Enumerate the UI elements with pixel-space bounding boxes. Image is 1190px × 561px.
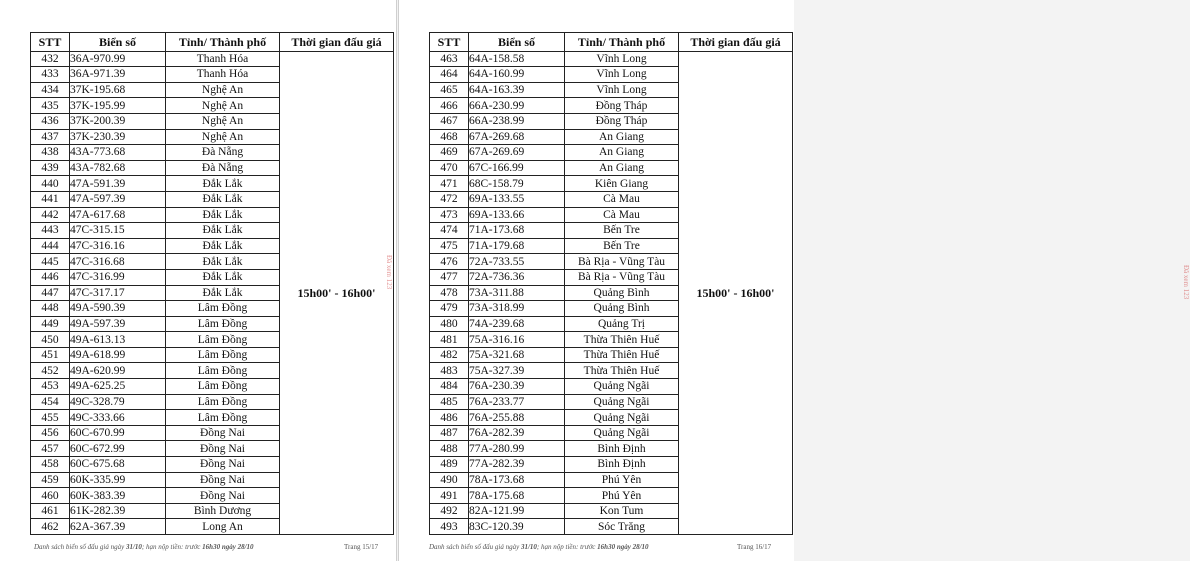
row-plate: 83C-120.39	[469, 519, 565, 535]
plate-auction-table	[30, 32, 394, 535]
row-stt: 476	[430, 254, 469, 270]
row-stt: 451	[31, 347, 70, 363]
row-plate: 73A-311.88	[469, 285, 565, 301]
row-province: Cà Mau	[565, 191, 679, 207]
handwritten-stamp: Đã xem 123	[385, 255, 393, 290]
row-stt: 453	[31, 379, 70, 395]
row-plate: 49C-333.66	[70, 410, 166, 426]
row-stt: 482	[430, 347, 469, 363]
row-plate: 60K-383.39	[70, 488, 166, 504]
row-plate: 47C-316.99	[70, 269, 166, 285]
row-province: Bình Dương	[166, 503, 280, 519]
row-stt: 468	[430, 129, 469, 145]
row-province: Nghệ An	[166, 129, 280, 145]
row-province: Đắk Lắk	[166, 191, 280, 207]
row-province: Long An	[166, 519, 280, 535]
row-stt: 436	[31, 113, 70, 129]
document-page-15	[0, 0, 397, 561]
row-province: Đồng Nai	[166, 441, 280, 457]
row-province: Vĩnh Long	[565, 51, 679, 67]
row-plate: 78A-173.68	[469, 472, 565, 488]
row-stt: 481	[430, 332, 469, 348]
row-plate: 47A-597.39	[70, 191, 166, 207]
page-number: Trang 15/17	[344, 543, 379, 551]
row-province: Nghệ An	[166, 113, 280, 129]
row-stt: 493	[430, 519, 469, 535]
header-auction-time: Thời gian đấu giá	[280, 33, 394, 52]
row-plate: 49A-618.99	[70, 347, 166, 363]
row-stt: 483	[430, 363, 469, 379]
row-province: Vĩnh Long	[565, 82, 679, 98]
row-plate: 43A-782.68	[70, 160, 166, 176]
row-province: Đồng Nai	[166, 457, 280, 473]
row-province: Đồng Nai	[166, 472, 280, 488]
row-plate: 47C-315.15	[70, 223, 166, 239]
row-plate: 82A-121.99	[469, 503, 565, 519]
row-province: Phú Yên	[565, 472, 679, 488]
row-stt: 448	[31, 301, 70, 317]
row-plate: 49C-328.79	[70, 394, 166, 410]
row-province: Thanh Hóa	[166, 67, 280, 83]
row-plate: 75A-316.16	[469, 332, 565, 348]
auction-time-cell: 15h00' - 16h00'	[679, 51, 793, 534]
row-stt: 447	[31, 285, 70, 301]
row-stt: 452	[31, 363, 70, 379]
row-province: Quảng Bình	[565, 285, 679, 301]
row-province: Lâm Đồng	[166, 379, 280, 395]
row-stt: 459	[31, 472, 70, 488]
row-stt: 432	[31, 51, 70, 67]
row-plate: 49A-597.39	[70, 316, 166, 332]
row-province: Đồng Tháp	[565, 113, 679, 129]
row-plate: 47A-617.68	[70, 207, 166, 223]
row-province: Đắk Lắk	[166, 254, 280, 270]
row-stt: 455	[31, 410, 70, 426]
row-plate: 67A-269.69	[469, 145, 565, 161]
row-stt: 440	[31, 176, 70, 192]
row-stt: 475	[430, 238, 469, 254]
row-plate: 60K-335.99	[70, 472, 166, 488]
row-plate: 68C-158.79	[469, 176, 565, 192]
row-stt: 491	[430, 488, 469, 504]
row-plate: 62A-367.39	[70, 519, 166, 535]
table-row	[430, 51, 793, 67]
row-stt: 480	[430, 316, 469, 332]
row-province: Đắk Lắk	[166, 269, 280, 285]
row-stt: 490	[430, 472, 469, 488]
page-footer	[34, 543, 254, 551]
header-province: Tỉnh/ Thành phố	[166, 33, 280, 52]
row-stt: 456	[31, 425, 70, 441]
row-plate: 49A-620.99	[70, 363, 166, 379]
row-plate: 75A-327.39	[469, 363, 565, 379]
row-stt: 485	[430, 394, 469, 410]
header-stt: STT	[430, 33, 469, 52]
row-province: Nghệ An	[166, 98, 280, 114]
row-stt: 450	[31, 332, 70, 348]
row-province: Đắk Lắk	[166, 207, 280, 223]
header-province: Tỉnh/ Thành phố	[565, 33, 679, 52]
row-province: Bến Tre	[565, 223, 679, 239]
row-stt: 487	[430, 425, 469, 441]
row-province: Đắk Lắk	[166, 285, 280, 301]
row-stt: 460	[31, 488, 70, 504]
row-stt: 441	[31, 191, 70, 207]
row-province: Thừa Thiên Huế	[565, 363, 679, 379]
row-stt: 472	[430, 191, 469, 207]
footer-deadline: 16h30 ngày 28/10	[202, 543, 254, 551]
row-stt: 457	[31, 441, 70, 457]
row-province: Lâm Đồng	[166, 410, 280, 426]
row-stt: 438	[31, 145, 70, 161]
footer-auction-date: 31/10	[520, 543, 537, 551]
row-stt: 446	[31, 269, 70, 285]
row-plate: 76A-233.77	[469, 394, 565, 410]
row-province: Quảng Ngãi	[565, 394, 679, 410]
row-plate: 71A-179.68	[469, 238, 565, 254]
row-plate: 64A-163.39	[469, 82, 565, 98]
row-stt: 473	[430, 207, 469, 223]
row-stt: 484	[430, 379, 469, 395]
row-province: Đồng Nai	[166, 488, 280, 504]
row-stt: 486	[430, 410, 469, 426]
row-plate: 72A-736.36	[469, 269, 565, 285]
row-stt: 443	[31, 223, 70, 239]
row-province: Bà Rịa - Vũng Tàu	[565, 269, 679, 285]
footer-deadline: 16h30 ngày 28/10	[597, 543, 649, 551]
row-province: Đắk Lắk	[166, 238, 280, 254]
row-stt: 454	[31, 394, 70, 410]
row-stt: 445	[31, 254, 70, 270]
handwritten-stamp: Đã xem 123	[1182, 265, 1190, 300]
row-plate: 76A-282.39	[469, 425, 565, 441]
row-stt: 479	[430, 301, 469, 317]
row-plate: 36A-971.39	[70, 67, 166, 83]
row-province: Quảng Ngãi	[565, 425, 679, 441]
row-province: Đắk Lắk	[166, 176, 280, 192]
auction-time-cell: 15h00' - 16h00'	[280, 51, 394, 534]
row-province: Thanh Hóa	[166, 51, 280, 67]
row-province: Đà Nẵng	[166, 160, 280, 176]
footer-prefix: Danh sách biển số đấu giá ngày	[34, 543, 126, 551]
row-province: Sóc Trăng	[565, 519, 679, 535]
row-plate: 37K-195.68	[70, 82, 166, 98]
row-plate: 69A-133.66	[469, 207, 565, 223]
row-stt: 435	[31, 98, 70, 114]
header-plate: Biển số	[469, 33, 565, 52]
footer-prefix: Danh sách biển số đấu giá ngày	[429, 543, 521, 551]
plate-auction-table	[429, 32, 793, 535]
row-plate: 74A-239.68	[469, 316, 565, 332]
footer-middle: ; hạn nộp tiền: trước	[141, 543, 203, 551]
row-plate: 71A-173.68	[469, 223, 565, 239]
row-plate: 47C-316.68	[70, 254, 166, 270]
footer-auction-date: 31/10	[125, 543, 142, 551]
row-province: Thừa Thiên Huế	[565, 332, 679, 348]
row-stt: 474	[430, 223, 469, 239]
row-stt: 464	[430, 67, 469, 83]
row-plate: 76A-255.88	[469, 410, 565, 426]
row-plate: 49A-625.25	[70, 379, 166, 395]
table-row	[31, 51, 394, 67]
row-province: Vĩnh Long	[565, 67, 679, 83]
row-province: Quảng Ngãi	[565, 379, 679, 395]
row-stt: 444	[31, 238, 70, 254]
row-plate: 37K-195.99	[70, 98, 166, 114]
row-plate: 77A-280.99	[469, 441, 565, 457]
row-stt: 462	[31, 519, 70, 535]
row-plate: 60C-672.99	[70, 441, 166, 457]
row-plate: 36A-970.99	[70, 51, 166, 67]
row-stt: 437	[31, 129, 70, 145]
row-plate: 66A-238.99	[469, 113, 565, 129]
row-province: Lâm Đồng	[166, 332, 280, 348]
row-province: Đồng Tháp	[565, 98, 679, 114]
row-plate: 73A-318.99	[469, 301, 565, 317]
row-province: Đà Nẵng	[166, 145, 280, 161]
row-province: Lâm Đồng	[166, 394, 280, 410]
row-province: Lâm Đồng	[166, 316, 280, 332]
row-province: An Giang	[565, 145, 679, 161]
row-plate: 60C-670.99	[70, 425, 166, 441]
row-plate: 49A-590.39	[70, 301, 166, 317]
row-plate: 60C-675.68	[70, 457, 166, 473]
row-plate: 78A-175.68	[469, 488, 565, 504]
header-plate: Biển số	[70, 33, 166, 52]
row-province: Lâm Đồng	[166, 347, 280, 363]
row-stt: 458	[31, 457, 70, 473]
row-plate: 43A-773.68	[70, 145, 166, 161]
row-plate: 64A-158.58	[469, 51, 565, 67]
row-plate: 37K-200.39	[70, 113, 166, 129]
row-province: Quảng Trị	[565, 316, 679, 332]
row-plate: 64A-160.99	[469, 67, 565, 83]
row-plate: 47C-316.16	[70, 238, 166, 254]
row-plate: 72A-733.55	[469, 254, 565, 270]
row-province: Thừa Thiên Huế	[565, 347, 679, 363]
row-stt: 434	[31, 82, 70, 98]
page-number: Trang 16/17	[737, 543, 772, 551]
row-province: Đắk Lắk	[166, 223, 280, 239]
row-province: Đồng Nai	[166, 425, 280, 441]
row-plate: 69A-133.55	[469, 191, 565, 207]
row-plate: 75A-321.68	[469, 347, 565, 363]
row-province: Kon Tum	[565, 503, 679, 519]
row-stt: 463	[430, 51, 469, 67]
row-plate: 61K-282.39	[70, 503, 166, 519]
table-body	[31, 51, 394, 534]
row-stt: 469	[430, 145, 469, 161]
row-province: Cà Mau	[565, 207, 679, 223]
row-province: An Giang	[565, 129, 679, 145]
row-stt: 465	[430, 82, 469, 98]
row-province: Nghệ An	[166, 82, 280, 98]
row-stt: 470	[430, 160, 469, 176]
row-province: Bình Định	[565, 457, 679, 473]
row-stt: 478	[430, 285, 469, 301]
row-province: Quảng Ngãi	[565, 410, 679, 426]
row-stt: 442	[31, 207, 70, 223]
table-body	[430, 51, 793, 534]
table-header-row	[31, 33, 394, 52]
document-page-16	[398, 0, 1190, 561]
row-stt: 471	[430, 176, 469, 192]
row-province: Lâm Đồng	[166, 301, 280, 317]
row-stt: 449	[31, 316, 70, 332]
row-stt: 466	[430, 98, 469, 114]
row-province: Phú Yên	[565, 488, 679, 504]
row-plate: 76A-230.39	[469, 379, 565, 395]
row-plate: 66A-230.99	[469, 98, 565, 114]
row-stt: 489	[430, 457, 469, 473]
row-plate: 47C-317.17	[70, 285, 166, 301]
row-stt: 439	[31, 160, 70, 176]
row-plate: 67A-269.68	[469, 129, 565, 145]
footer-middle: ; hạn nộp tiền: trước	[536, 543, 598, 551]
row-province: Quảng Bình	[565, 301, 679, 317]
row-stt: 433	[31, 67, 70, 83]
row-stt: 477	[430, 269, 469, 285]
header-stt: STT	[31, 33, 70, 52]
row-stt: 467	[430, 113, 469, 129]
row-plate: 67C-166.99	[469, 160, 565, 176]
table-header-row	[430, 33, 793, 52]
row-province: Bình Định	[565, 441, 679, 457]
header-auction-time: Thời gian đấu giá	[679, 33, 793, 52]
row-province: An Giang	[565, 160, 679, 176]
row-plate: 49A-613.13	[70, 332, 166, 348]
row-province: Bà Rịa - Vũng Tàu	[565, 254, 679, 270]
row-plate: 37K-230.39	[70, 129, 166, 145]
row-province: Lâm Đồng	[166, 363, 280, 379]
row-province: Bến Tre	[565, 238, 679, 254]
row-stt: 461	[31, 503, 70, 519]
row-plate: 47A-591.39	[70, 176, 166, 192]
row-plate: 77A-282.39	[469, 457, 565, 473]
row-stt: 488	[430, 441, 469, 457]
row-stt: 492	[430, 503, 469, 519]
page-footer	[429, 543, 649, 551]
row-province: Kiên Giang	[565, 176, 679, 192]
